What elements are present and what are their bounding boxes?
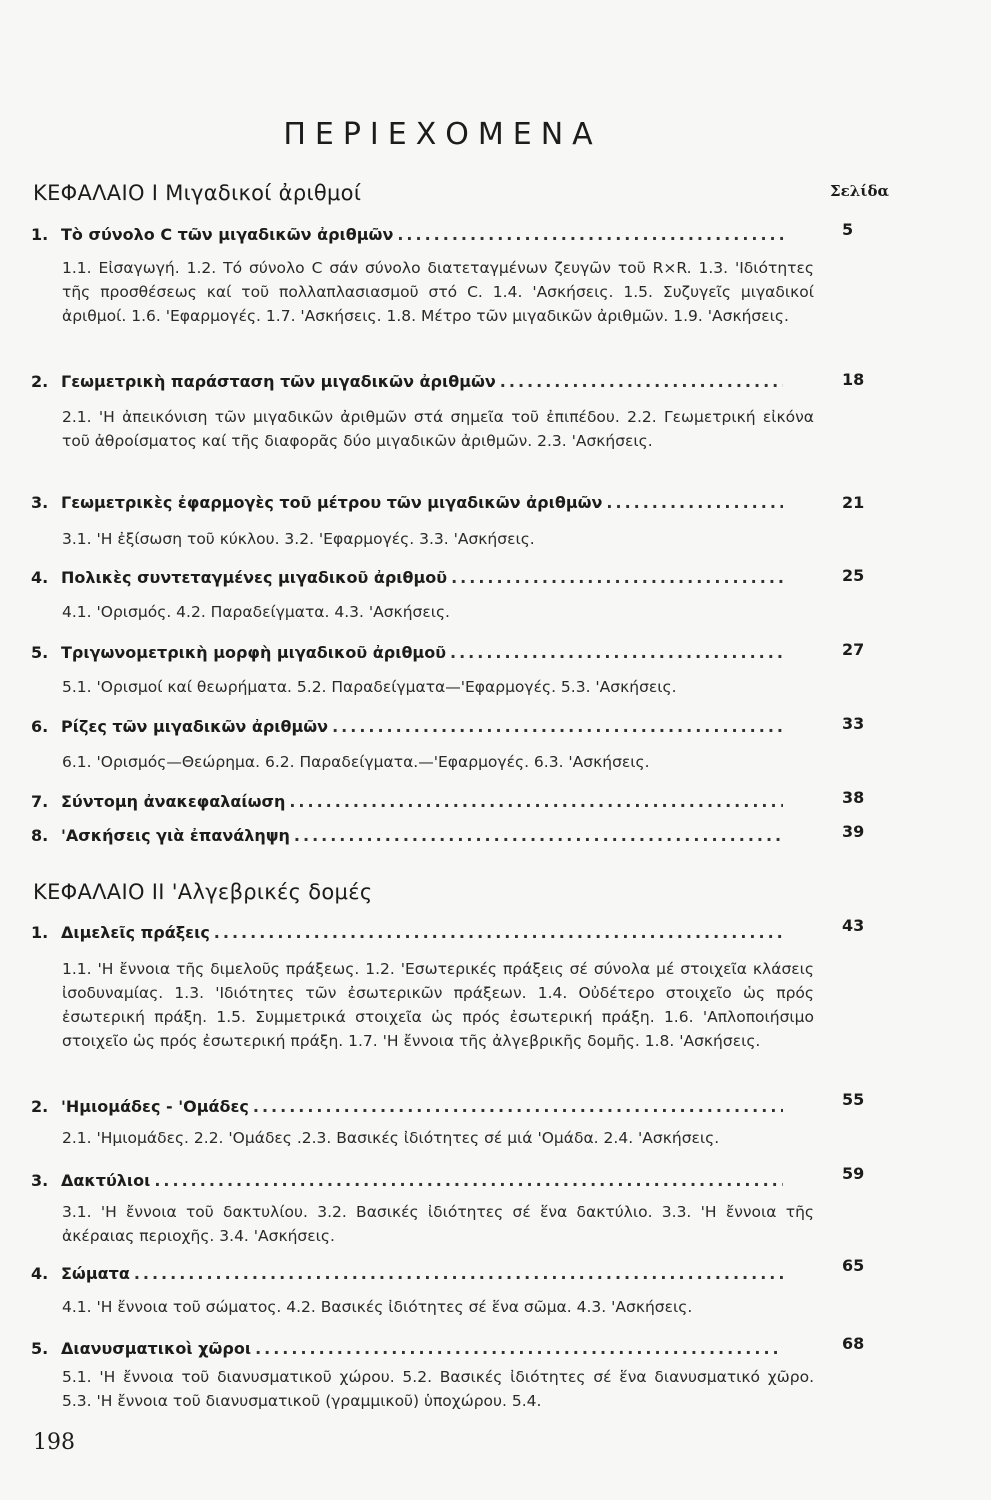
leader-dots [289,792,783,811]
section-page: 27 [842,640,865,659]
toc-section[interactable] [31,493,783,515]
toc-section[interactable] [31,225,783,247]
leader-dots [154,1171,783,1190]
section-page: 59 [842,1164,865,1183]
section-title: Γεωμετρικὲς ἐφαρμογὲς τοῦ μέτρου τῶν μιγαδικῶν ἀριθμῶν [61,493,603,512]
section-number: 2. [31,372,49,391]
section-page: 25 [842,566,865,585]
toc-section[interactable] [31,1339,783,1361]
subsection-text: 4.1. 'Η ἔννοια τοῦ σώματος. 4.2. Βασικές ἰδιότητες σέ ἕνα σῶμα. 4.3. 'Ασκήσεις. [62,1298,693,1316]
leader-dots [397,225,783,244]
section-number: 4. [31,568,49,587]
toc-section[interactable] [31,1171,783,1193]
subsection-text: 5.1. 'Η ἔννοια τοῦ διανυσματικοῦ χώρου. 5.2. Βασικές ἰδιότητες σέ ἕνα διανυσματικό χῶρο. 5.3. 'Η ἔννοια τοῦ διανυσματικοῦ (γραμμικοῦ) ὑποχώρου. 5.4. [62,1368,814,1410]
leader-dots [255,1339,783,1358]
section-number: 7. [31,792,49,811]
section-title: Τριγωνομετρικὴ μορφὴ μιγαδικοῦ ἀριθμοῦ [61,643,446,662]
subsection-text: 5.1. 'Ορισμοί καί θεωρήματα. 5.2. Παραδείγματα—'Εφαρμογές. 5.3. 'Ασκήσεις. [62,678,677,696]
section-page: 65 [842,1256,865,1275]
leader-dots [134,1264,783,1283]
toc-section[interactable] [31,568,783,590]
section-title: Διανυσματικοὶ χῶροι [61,1339,252,1358]
leader-dots [294,826,783,845]
section-page: 38 [842,788,865,807]
leader-dots [606,493,783,512]
section-page: 43 [842,916,865,935]
leader-dots [451,568,783,587]
leader-dots [253,1097,783,1116]
section-number: 3. [31,1171,49,1190]
section-number: 1. [31,225,49,244]
toc-section[interactable] [31,1097,783,1119]
subsection-text: 2.1. 'Ημιομάδες. 2.2. 'Ομάδες .2.3. Βασικές ἰδιότητες σέ μιά 'Ομάδα. 2.4. 'Ασκήσεις. [62,1129,720,1147]
section-number: 2. [31,1097,49,1116]
section-title: Πολικὲς συντεταγμένες μιγαδικοῦ ἀριθμοῦ [61,568,448,587]
page-number: 198 [33,1430,75,1455]
toc-section[interactable] [31,1264,783,1286]
section-title: Ρίζες τῶν μιγαδικῶν ἀριθμῶν [61,717,329,736]
subsection-text: 1.1. 'Η ἔννοια τῆς διμελοῦς πράξεως. 1.2. 'Εσωτερικές πράξεις σέ σύνολα μέ στοιχεῖα κλάσεις ἰσοδυναμίας. 1.3. 'Ιδιότητες τῶν ἐσωτερικῶν πράξεων. 1.4. Οὐδέτερο στοιχεῖο ὡς πρός ἐσωτερική πράξη. 1.5. Συμμετρικά στοιχεῖα ὡς πρός ἐσωτερική πράξη. 1.6. 'Απλοποιήσιμο στοιχεῖο ὡς πρός ἐσωτερική πράξη. 1.7. 'Η ἔννοια τῆς ἀλγεβρικῆς δομῆς. 1.8. 'Ασκήσεις. [62,960,814,1050]
section-page: 18 [842,370,865,389]
section-title: 'Ημιομάδες - 'Ομάδες [61,1097,249,1116]
section-page: 39 [842,822,865,841]
subsection-text: 4.1. 'Ορισμός. 4.2. Παραδείγματα. 4.3. 'Ασκήσεις. [62,603,450,621]
section-number: 8. [31,826,49,845]
section-page: 5 [842,220,854,239]
section-page: 33 [842,714,865,733]
section-number: 6. [31,717,49,736]
section-title: Τὸ σύνολο C τῶν μιγαδικῶν ἀριθμῶν [61,225,394,244]
chapter-heading-2: ΚΕΦΑΛΑΙΟ ΙΙ 'Αλγεβρικές δομές [33,880,373,904]
page-title: ΠΕΡΙΕΧΟΜΕΝΑ [283,117,602,152]
section-number: 5. [31,1339,49,1358]
toc-section[interactable] [31,826,783,848]
section-title: Σώματα [61,1264,130,1283]
section-page: 21 [842,493,865,512]
subsection-text: 3.1. 'Η ἔννοια τοῦ δακτυλίου. 3.2. Βασικές ἰδιότητες σέ ἕνα δακτύλιο. 3.3. 'Η ἔννοια τῆς ἀκέραιας περιοχῆς. 3.4. 'Ασκήσεις. [62,1203,814,1245]
subsection-text: 3.1. 'Η ἐξίσωση τοῦ κύκλου. 3.2. 'Εφαρμογές. 3.3. 'Ασκήσεις. [62,530,535,548]
leader-dots [214,923,783,942]
section-title: Γεωμετρικὴ παράσταση τῶν μιγαδικῶν ἀριθμῶν [61,372,496,391]
chapter-heading-1: ΚΕΦΑΛΑΙΟ Ι Μιγαδικοί ἀριθμοί [33,181,362,205]
subsection-text: 6.1. 'Ορισμός—Θεώρημα. 6.2. Παραδείγματα.—'Εφαρμογές. 6.3. 'Ασκήσεις. [62,753,650,771]
section-title: 'Ασκήσεις γιὰ ἐπανάληψη [61,826,290,845]
page-column-label: Σελίδα [830,182,890,200]
section-number: 1. [31,923,49,942]
leader-dots [450,643,783,662]
section-number: 4. [31,1264,49,1283]
section-title: Διμελεῖς πράξεις [61,923,210,942]
toc-section[interactable] [31,792,783,814]
subsection-text: 2.1. 'Η ἀπεικόνιση τῶν μιγαδικῶν ἀριθμῶν στά σημεῖα τοῦ ἐπιπέδου. 2.2. Γεωμετρική εἰκόνα τοῦ ἀθροίσματος καί τῆς διαφορᾶς δύο μιγαδικῶν ἀριθμῶν. 2.3. 'Ασκήσεις. [62,408,814,450]
section-title: Σύντομη ἀνακεφαλαίωση [61,792,286,811]
section-page: 55 [842,1090,865,1109]
toc-section[interactable] [31,923,783,945]
toc-section[interactable] [31,643,783,665]
leader-dots [332,717,783,736]
section-number: 5. [31,643,49,662]
section-title: Δακτύλιοι [61,1171,151,1190]
subsection-text: 1.1. Εἰσαγωγή. 1.2. Τό σύνολο C σάν σύνολο διατεταγμένων ζευγῶν τοῦ R×R. 1.3. 'Ιδιότητες τῆς προσθέσεως καί τοῦ πολλαπλασιασμοῦ στό C. 1.4. 'Ασκήσεις. 1.5. Συζυγεῖς μιγαδικοί ἀριθμοί. 1.6. 'Εφαρμογές. 1.7. 'Ασκήσεις. 1.8. Μέτρο τῶν μιγαδικῶν ἀριθμῶν. 1.9. 'Ασκήσεις. [62,259,814,325]
section-number: 3. [31,493,49,512]
toc-section[interactable] [31,717,783,739]
leader-dots [500,372,783,391]
toc-section[interactable] [31,372,783,394]
section-page: 68 [842,1334,865,1353]
